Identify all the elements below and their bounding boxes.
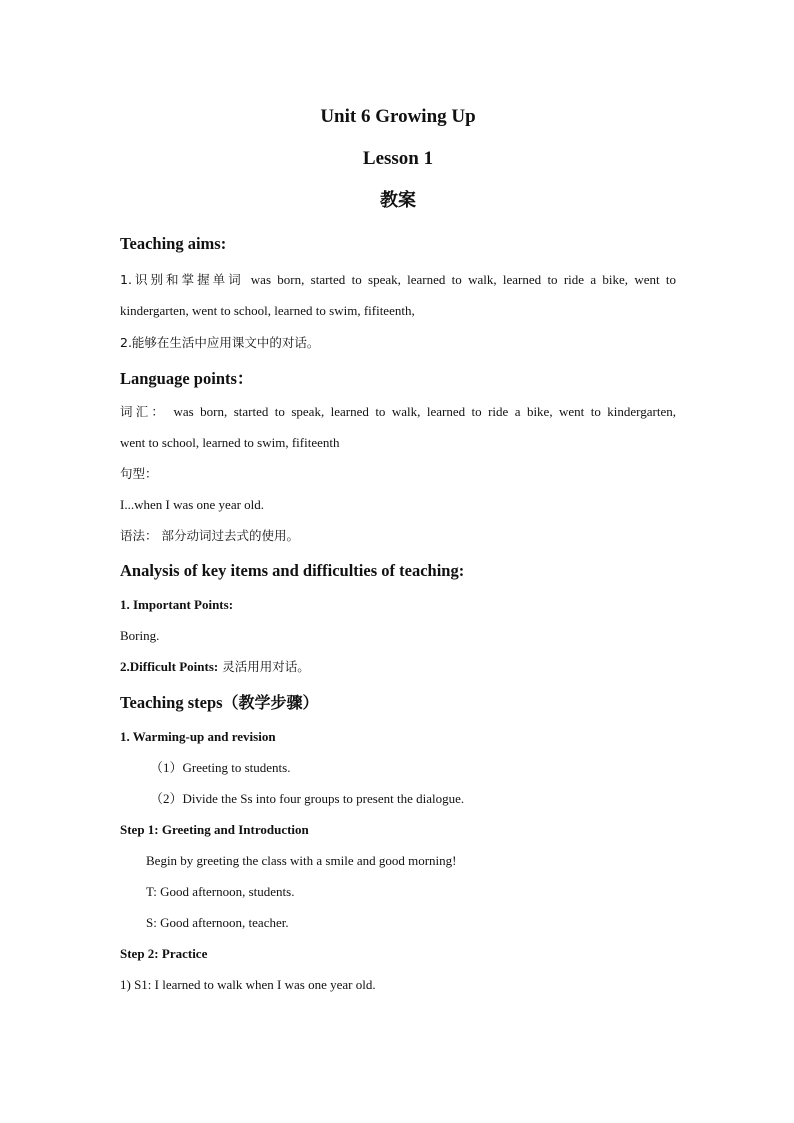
grammar-label: 语法： — [120, 528, 158, 543]
step-1-teacher-line: T: Good afternoon, students. — [146, 884, 295, 899]
teaching-aims-item-1-line-2: kindergarten, went to school, learned to swim, fifiteenth, — [120, 303, 415, 318]
step-1-student-line: S: Good afternoon, teacher. — [146, 915, 289, 930]
difficult-points-line — [120, 658, 676, 676]
warmup-item-1: （1）Greeting to students. — [150, 760, 291, 775]
step-1-label: Step 1: Greeting and Introduction — [120, 822, 309, 837]
step-2-item-1: 1) S1: I learned to walk when I was one year old. — [120, 977, 376, 992]
teaching-aims-item-1-line-1 — [120, 271, 676, 289]
unit-title: Unit 6 Growing Up — [320, 106, 476, 127]
difficult-points-text: 灵活用用对话。 — [218, 659, 310, 674]
vocab-line-1 — [120, 403, 676, 421]
important-points-text: Boring. — [120, 628, 160, 643]
vocab-words: was born, started to speak, learned to walk, learned to ride a bike, went to kindergarten, — [167, 404, 676, 419]
teaching-aims-heading: Teaching aims: — [120, 234, 227, 253]
aims-item-1-prefix: 1.识别和掌握单词 — [120, 272, 251, 287]
step-1-text: Begin by greeting the class with a smile and good morning! — [146, 853, 457, 868]
aims-item-1-words: was born, started to speak, learned to walk, learned to ride a bike, went to — [250, 272, 677, 287]
document-body — [120, 105, 676, 994]
analysis-heading: Analysis of key items and difficulties of teaching: — [120, 561, 465, 580]
language-points-heading: Language points： — [120, 369, 254, 388]
sentence-pattern: I...when I was one year old. — [120, 497, 265, 512]
teaching-steps-heading-zh: （教学步骤） — [222, 693, 319, 712]
teaching-steps-heading — [120, 692, 676, 714]
vocab-line-2: went to school, learned to swim, fifiteenth — [120, 435, 340, 450]
difficult-points-label: 2.Difficult Points: — [120, 659, 219, 674]
important-points-label: 1. Important Points: — [120, 597, 234, 612]
sentence-label: 句型： — [120, 466, 158, 481]
grammar-line — [120, 527, 676, 545]
warmup-label: 1. Warming-up and revision — [120, 729, 276, 744]
teaching-steps-heading-en: Teaching steps — [120, 693, 223, 712]
step-2-label: Step 2: Practice — [120, 946, 208, 961]
doc-type-title: 教案 — [380, 190, 416, 211]
lesson-title: Lesson 1 — [362, 148, 434, 169]
teaching-aims-item-2: 2.能够在生活中应用课文中的对话。 — [120, 335, 320, 350]
warmup-item-2: （2）Divide the Ss into four groups to present the dialogue. — [150, 791, 465, 806]
vocab-label: 词汇： — [120, 404, 168, 419]
grammar-text: 部分动词过去式的使用。 — [157, 528, 299, 543]
